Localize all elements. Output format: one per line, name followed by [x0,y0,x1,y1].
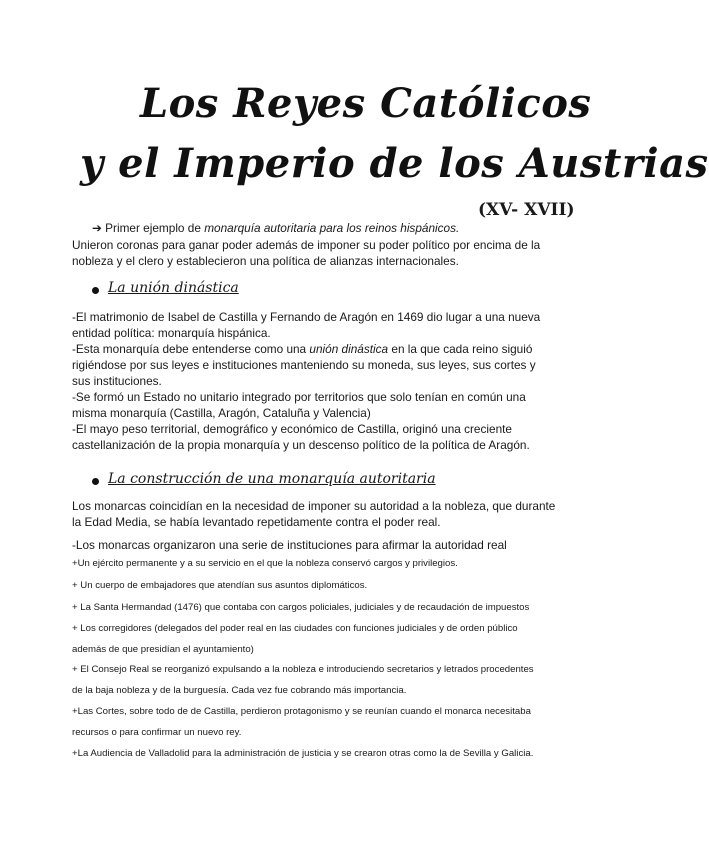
intro-line-3: nobleza y el clero y establecieron una política de alianzas internacionales. [72,254,459,268]
century-range: (XV- XVII) [478,200,575,220]
institution-item: de la baja nobleza y de la burguesía. Cada vez fue cobrando más importancia. [72,685,407,696]
section-heading-union: La unión dinástica [108,280,239,296]
institution-item: además de que presidían el ayuntamiento) [72,644,254,655]
union-p2-line1 [72,341,532,357]
union-p2-end: en la que cada reino siguió [388,342,533,356]
institution-item: recursos o para confirmar un nuevo rey. [72,727,242,738]
monarchy-p1-line2: la Edad Media, se había levantado repetidamente contra el poder real. [72,515,441,529]
union-p1-line1: -El matrimonio de Isabel de Castilla y Fernando de Aragón en 1469 dio lugar a una nueva [72,310,541,324]
union-p2-start: -Esta monarquía debe entenderse como una [72,342,310,356]
institution-item: + La Santa Hermandad (1476) que contaba con cargos policiales, judiciales y de recaudación de impuestos [72,602,530,613]
institution-item: +Las Cortes, sobre todo de de Castilla, perdieron protagonismo y se reunían cuando el monarca necesitaba [72,706,531,717]
intro-first-emphasis: monarquía autoritaria para los reinos hispánicos. [204,221,460,235]
monarchy-p1-line1: Los monarcas coincidían en la necesidad de imponer su autoridad a la nobleza, que durante [72,499,556,513]
bullet-icon [92,287,99,294]
union-p1-line2: entidad política: monarquía hispánica. [72,326,271,340]
union-p3-line1: -Se formó un Estado no unitario integrado por territorios que solo tenían en común una [72,390,526,404]
intro-first-line [92,220,459,236]
bullet-icon [92,478,99,485]
intro-first-text: Primer ejemplo de [105,221,205,235]
union-p2-emphasis: unión dinástica [309,342,389,356]
union-p2-line3: sus instituciones. [72,374,162,388]
institution-item: + Los corregidores (delegados del poder real en las ciudades con funciones judiciales y de orden público [72,623,518,634]
section-heading-monarchy: La construcción de una monarquía autoritaria [108,471,436,487]
institution-item: +Un ejército permanente y a su servicio en el que la nobleza conservó cargos y privilegios. [72,558,458,569]
title-line-1: Los Reyes Católicos [140,80,592,127]
monarchy-p2: -Los monarcas organizaron una serie de instituciones para afirmar la autoridad real [72,538,507,552]
union-p2-line2: rigiéndose por sus leyes e instituciones manteniendo su moneda, sus leyes, sus cortes y [72,358,536,372]
arrow-icon: ➔ [92,221,102,235]
institution-item: +La Audiencia de Valladolid para la administración de justicia y se crearon otras como la de Sevilla y Galicia. [72,748,534,759]
intro-line-2: Unieron coronas para ganar poder además de imponer su poder político por encima de la [72,238,541,252]
union-p3-line2: misma monarquía (Castilla, Aragón, Cataluña y Valencia) [72,406,371,420]
institution-item: + Un cuerpo de embajadores que atendían sus asuntos diplomáticos. [72,580,368,591]
union-p4-line2: castellanización de la propia monarquía y un descenso político de la política de Aragón. [72,438,530,452]
title-line-2: y el Imperio de los Austrias [80,140,709,187]
union-p4-line1: -El mayo peso territorial, demográfico y económico de Castilla, originó una creciente [72,422,512,436]
institution-item: + El Consejo Real se reorganizó expulsando a la nobleza e introduciendo secretarios y letrados procedentes [72,664,534,675]
